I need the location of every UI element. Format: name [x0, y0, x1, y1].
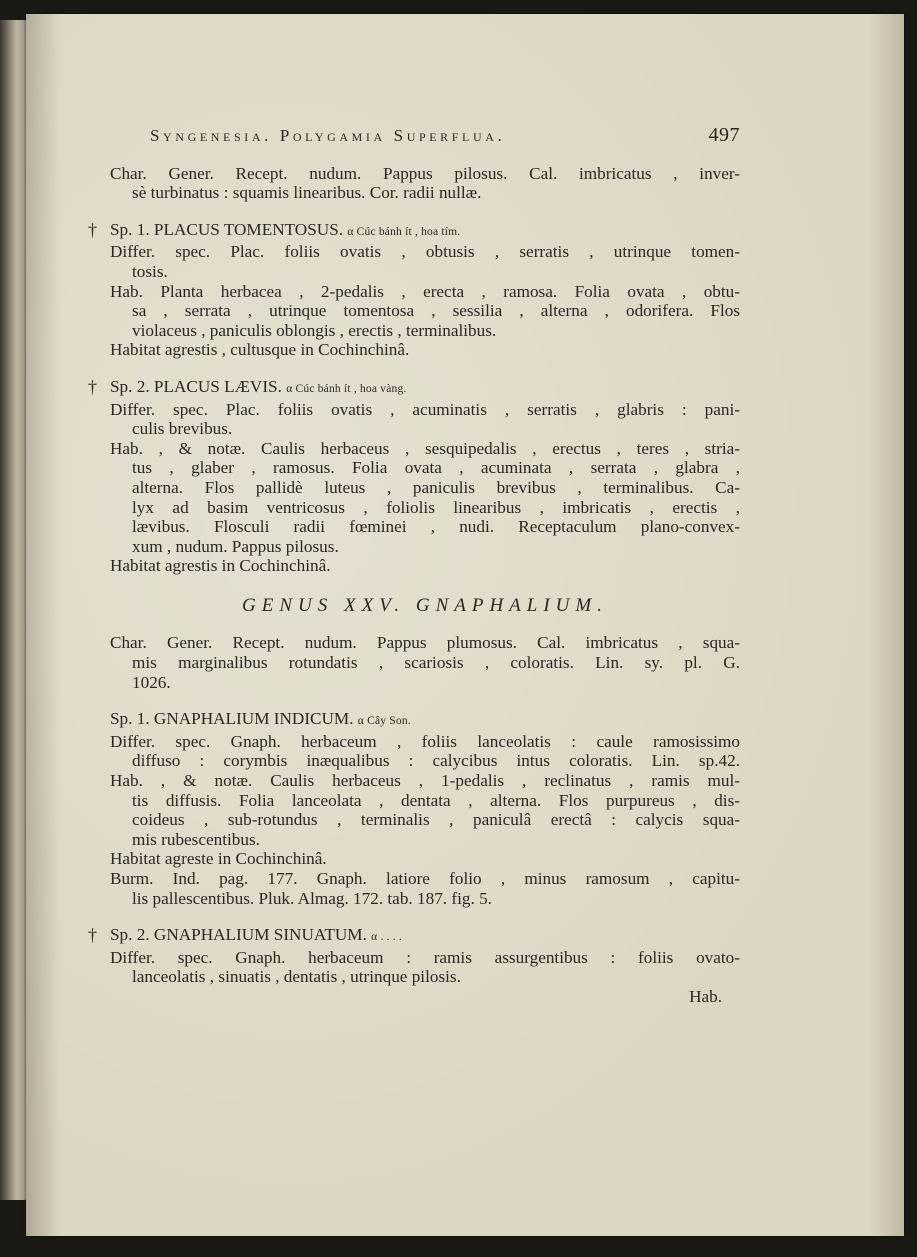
- species-title-line: [110, 709, 740, 732]
- species-title: Sp. 1. GNAPHALIUM INDICUM.: [110, 709, 354, 729]
- text-line: sa , serrata , utrinque tomentosa , sessilia , alterna , odorifera. Flos: [132, 301, 740, 321]
- species-placus-tomentosus: [88, 219, 740, 360]
- dagger-mark: †: [88, 219, 97, 240]
- text-line: culis brevibus.: [132, 419, 233, 439]
- text-line: Char. Gener. Recept. nudum. Pappus plumosus. Cal. imbricatus , squa-: [110, 633, 740, 653]
- species-gnaphalium-sinuatum: [88, 925, 740, 987]
- text-line: tus , glaber , ramosus. Folia ovata , acuminata , serrata , glabra ,: [132, 458, 740, 478]
- vernacular-name: α Cây Son.: [357, 715, 411, 728]
- text-line: tis diffusis. Folia lanceolata , dentata , alterna. Flos purpureus , dis-: [132, 790, 740, 810]
- genus-character-placus: [110, 164, 740, 203]
- text-line: mis rubescentibus.: [132, 829, 260, 849]
- species-title: Sp. 2. GNAPHALIUM SINUATUM.: [110, 925, 367, 945]
- vernacular-name: α Cúc bánh ít , hoa vàng.: [286, 382, 407, 395]
- text-line: lævibus. Flosculi radii fœminei , nudi. Receptaculum plano-convex-: [132, 517, 740, 537]
- dagger-mark: †: [88, 376, 97, 397]
- text-line: coideus , sub-rotundus , terminalis , paniculâ erectâ : calycis squa-: [132, 810, 740, 830]
- text-line: violaceus , paniculis oblongis , erectis , terminalibus.: [132, 320, 497, 340]
- text-line: alterna. Flos pallidè luteus , paniculis brevibus , terminalibus. Ca-: [132, 477, 740, 497]
- text-line: Burm. Ind. pag. 177. Gnaph. latiore folio , minus ramosum , capitu-: [110, 869, 740, 888]
- text-line: Differ. spec. Gnaph. herbaceum , foliis lanceolatis : caule ramosissimo: [110, 731, 740, 751]
- page-text: [88, 124, 740, 1007]
- text-line: tosis.: [132, 261, 168, 281]
- species-placus-laevis: [88, 376, 740, 576]
- species-title-line: [110, 220, 740, 243]
- vernacular-name: α Cúc bánh ít , hoa tím.: [347, 225, 461, 238]
- text-line: Habitat agrestis in Cochinchinâ.: [110, 556, 331, 576]
- page-number: 497: [708, 124, 740, 146]
- text-line: Habitat agrestis , cultusque in Cochinchinâ.: [110, 340, 410, 360]
- running-head-title: Syngenesia. Polygamia Superflua.: [150, 126, 506, 145]
- text-line: Differ. spec. Gnaph. herbaceum : ramis assurgentibus : foliis ovato-: [110, 947, 740, 967]
- running-head: [150, 126, 740, 146]
- species-title: Sp. 1. PLACUS TOMENTOSUS.: [110, 219, 344, 239]
- text-line: lanceolatis , sinuatis , dentatis , utrinque pilosis.: [132, 967, 461, 987]
- text-line: xum , nudum. Pappus pilosus.: [132, 536, 339, 556]
- catchword: Hab.: [689, 986, 722, 1006]
- text-line: Char. Gener. Recept. nudum. Pappus pilosus. Cal. imbricatus , inver-: [110, 163, 740, 183]
- text-line: Hab. , & notæ. Caulis herbaceus , sesquipedalis , erectus , teres , stria-: [110, 438, 740, 458]
- text-line: Differ. spec. Plac. foliis ovatis , obtusis , serratis , utrinque tomen-: [110, 242, 740, 262]
- text-line: Hab. , & notæ. Caulis herbaceus , 1-pedalis , reclinatus , ramis mul-: [110, 771, 740, 791]
- text-line: 1026.: [132, 672, 171, 692]
- dagger-mark: †: [88, 925, 97, 946]
- genus-heading: GENUS XXV. GNAPHALIUM.: [242, 594, 608, 616]
- genus-character-gnaphalium: [110, 633, 740, 692]
- text-line: diffuso : corymbis inæqualibus : calycibus intus coloratis. Lin. sp.42.: [132, 751, 740, 771]
- text-line: lis pallescentibus. Pluk. Almag. 172. tab. 187. fig. 5.: [132, 888, 492, 908]
- species-title: Sp. 2. PLACUS LÆVIS.: [110, 376, 282, 396]
- text-line: Differ. spec. Plac. foliis ovatis , acuminatis , serratis , glabris : pani-: [110, 399, 740, 419]
- text-line: Habitat agreste in Cochinchinâ.: [110, 849, 327, 869]
- vernacular-name: α . . . .: [371, 931, 402, 944]
- species-title-line: [110, 925, 740, 948]
- text-line: lyx ad basim ventricosus , foliolis linearibus , imbricatis , erectis ,: [132, 497, 740, 517]
- text-line: sè turbinatus : squamis linearibus. Cor. radii nullæ.: [132, 183, 482, 203]
- species-title-line: [110, 377, 740, 400]
- page-sheet: [26, 14, 904, 1236]
- text-line: Hab. Planta herbacea , 2-pedalis , erecta , ramosa. Folia ovata , obtu-: [110, 281, 740, 301]
- species-gnaphalium-indicum: [110, 709, 740, 908]
- text-line: mis marginalibus rotundatis , scariosis , coloratis. Lin. sy. pl. G.: [132, 653, 740, 673]
